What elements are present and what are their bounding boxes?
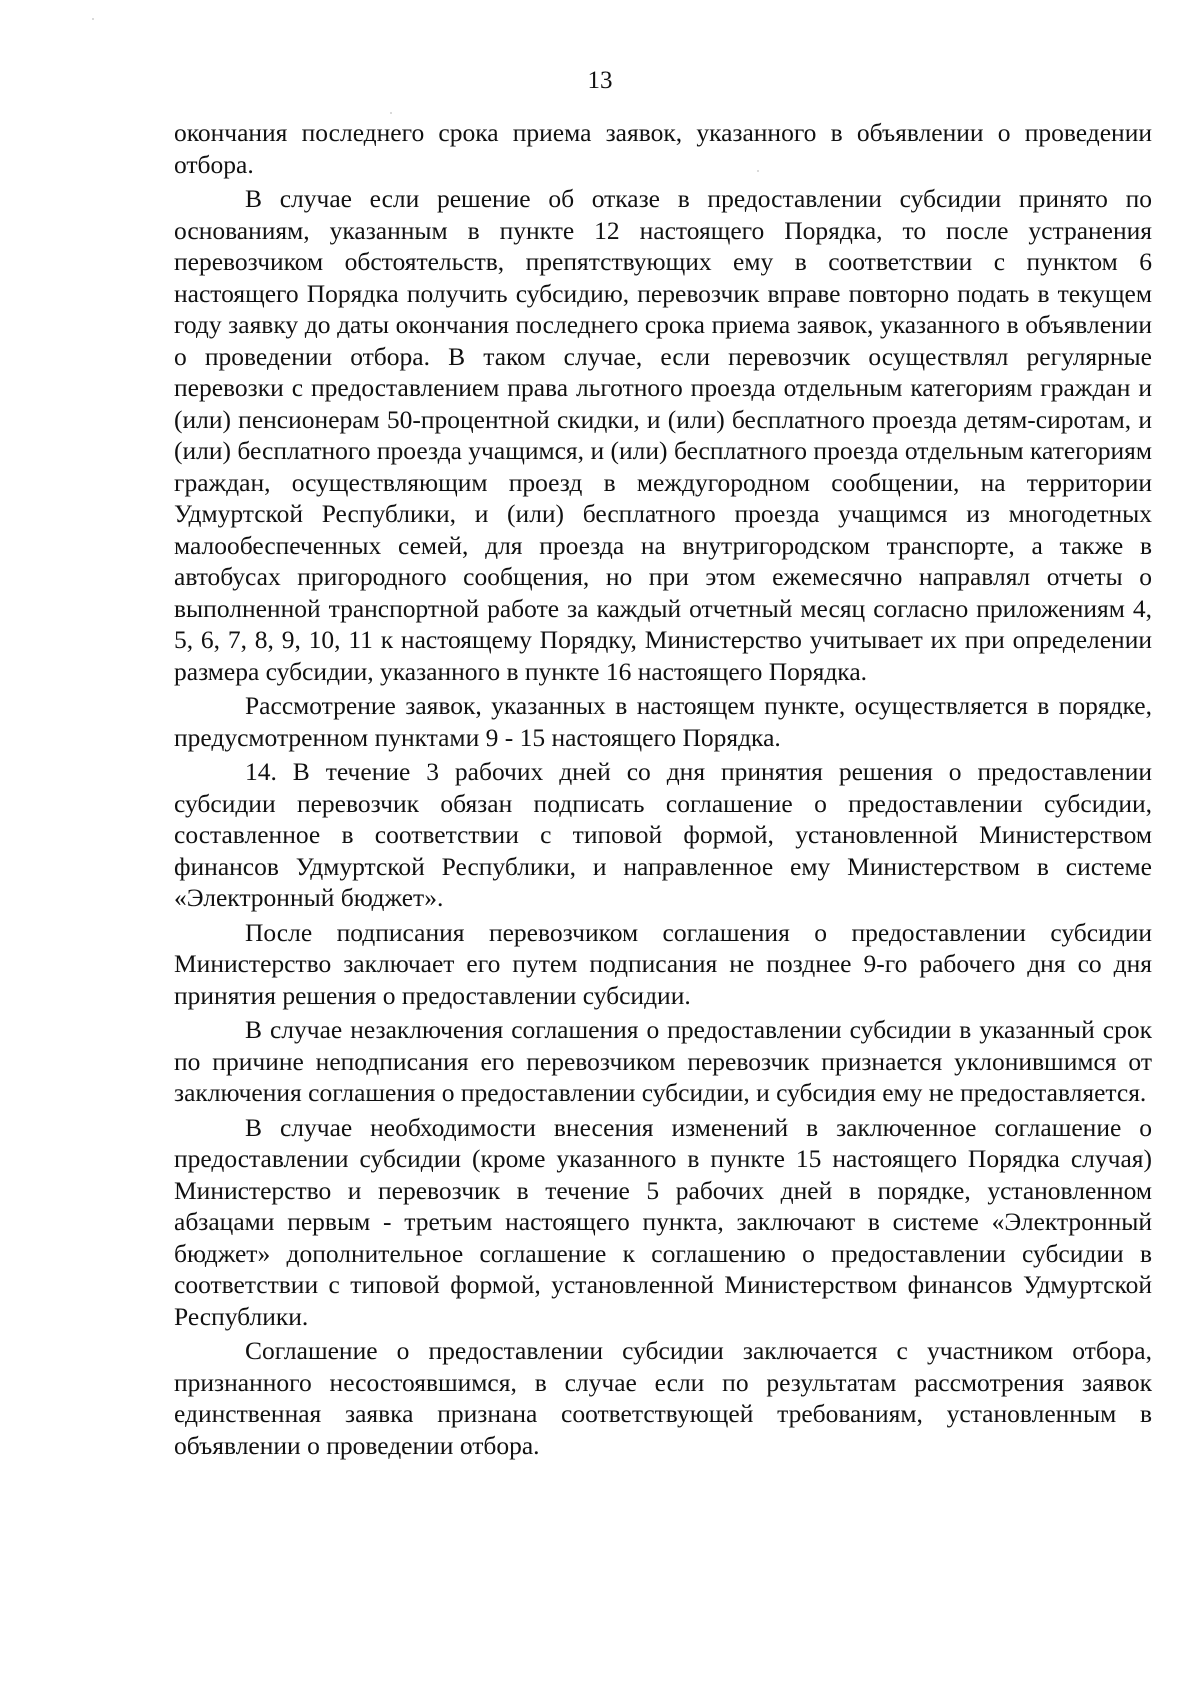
paragraph: В случае необходимости внесения изменений в заключенное соглашение о предоставлении субсидии (кроме указанного в пункте 15 настоящего Порядка случая) Министерство и перевозчик в течение 5 рабочих дней в порядке, установленном абзацами первым - третьим настоящего пункта, заключают в системе «Электронный бюджет» дополнительное соглашение к соглашению о предоставлении субсидии в соответствии с типовой формой, установленной Министерством финансов Удмуртской Республики. xyxy=(174,1112,1152,1331)
scan-artifact xyxy=(390,112,392,114)
paragraph: В случае незаключения соглашения о предоставлении субсидии в указанный срок по причине неподписания его перевозчиком перевозчик признается уклонившимся от заключения соглашения о предоставлении субсидии, и субсидия ему не предоставляется. xyxy=(174,1015,1152,1107)
scan-artifact xyxy=(92,18,94,20)
paragraph: В случае если решение об отказе в предоставлении субсидии принято по основаниям, указанным в пункте 12 настоящего Порядка, то после устранения перевозчиком обстоятельств, препятствующих ему в соответствии с пунктом 6 настоящего Порядка получить субсидию, перевозчик вправе повторно подать в текущем году заявку до даты окончания последнего срока приема заявок, указанного в объявлении о проведении отбора. В таком случае, если перевозчик осуществлял регулярные перевозки с предоставлением права льготного проезда отдельным категориям граждан и (или) пенсионерам 50-процентной скидки, и (или) бесплатного проезда детям-сиротам, и (или) бесплатного проезда учащимся, и (или) бесплатного проезда отдельным категориям граждан, осуществляющим проезд в междугородном сообщении, на территории Удмуртской Республики, и (или) бесплатного проезда учащимся из многодетных малообеспеченных семей, для проезда на внутригородском транспорте, а также в автобусах пригородного сообщения, но при этом ежемесячно направлял отчеты о выполненной транспортной работе за каждый отчетный месяц согласно приложениям 4, 5, 6, 7, 8, 9, 10, 11 к настоящему Порядку, Министерство учитывает их при определении размера субсидии, указанного в пункте 16 настоящего Порядка. xyxy=(174,184,1152,686)
paragraph: окончания последнего срока приема заявок, указанного в объявлении о проведении отбора. xyxy=(174,118,1152,179)
document-body xyxy=(174,117,1152,1464)
paragraph: Рассмотрение заявок, указанных в настоящем пункте, осуществляется в порядке, предусмотренном пунктами 9 - 15 настоящего Порядка. xyxy=(174,691,1152,752)
paragraph: Соглашение о предоставлении субсидии заключается с участником отбора, признанного несостоявшимся, в случае если по результатам рассмотрения заявок единственная заявка признана соответствующей требованиям, установленным в объявлении о проведении отбора. xyxy=(174,1336,1152,1460)
paragraph: После подписания перевозчиком соглашения о предоставлении субсидии Министерство заключает его путем подписания не позднее 9-го рабочего дня со дня принятия решения о предоставлении субсидии. xyxy=(174,917,1152,1010)
paragraph: 14. В течение 3 рабочих дней со дня принятия решения о предоставлении субсидии перевозчик обязан подписать соглашение о предоставлении субсидии, составленное в соответствии с типовой формой, установленной Министерством финансов Удмуртской Республики, и направленное ему Министерством в системе «Электронный бюджет». xyxy=(174,757,1152,912)
page-number: 13 xyxy=(587,67,613,94)
